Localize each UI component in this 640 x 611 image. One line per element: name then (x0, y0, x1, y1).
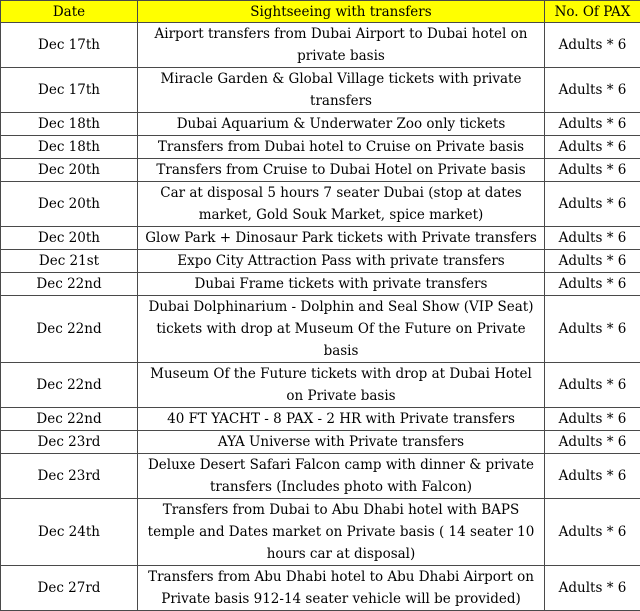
date-cell: Dec 24th (1, 499, 138, 566)
table-row (1, 136, 640, 159)
pax-cell: Adults * 6 (545, 408, 640, 431)
description-cell: Transfers from Cruise to Dubai Hotel on Private basis (138, 159, 545, 182)
table-row (1, 250, 640, 273)
date-cell: Dec 18th (1, 113, 138, 136)
pax-cell: Adults * 6 (545, 273, 640, 296)
pax-cell: Adults * 6 (545, 296, 640, 363)
table-row (1, 273, 640, 296)
description-cell: Dubai Frame tickets with private transfers (138, 273, 545, 296)
description-cell: Car at disposal 5 hours 7 seater Dubai (stop at dates market, Gold Souk Market, spice market) (138, 182, 545, 227)
table-row (1, 296, 640, 363)
table-row (1, 408, 640, 431)
description-cell: Museum Of the Future tickets with drop at Dubai Hotel on Private basis (138, 363, 545, 408)
table-row (1, 113, 640, 136)
table-row (1, 227, 640, 250)
header-pax: No. Of PAX (545, 1, 640, 23)
header-sightseeing: Sightseeing with transfers (138, 1, 545, 23)
date-cell: Dec 17th (1, 68, 138, 113)
pax-cell: Adults * 6 (545, 566, 640, 611)
date-cell: Dec 23rd (1, 431, 138, 454)
description-cell: 40 FT YACHT - 8 PAX - 2 HR with Private transfers (138, 408, 545, 431)
date-cell: Dec 27rd (1, 566, 138, 611)
description-cell: Transfers from Dubai hotel to Cruise on Private basis (138, 136, 545, 159)
date-cell: Dec 20th (1, 182, 138, 227)
description-cell: Deluxe Desert Safari Falcon camp with dinner & private transfers (Includes photo with Falcon) (138, 454, 545, 499)
pax-cell: Adults * 6 (545, 113, 640, 136)
date-cell: Dec 21st (1, 250, 138, 273)
description-cell: Transfers from Dubai to Abu Dhabi hotel with BAPS temple and Dates market on Private basis ( 14 seater 10 hours car at disposal) (138, 499, 545, 566)
header-date: Date (1, 1, 138, 23)
table-row (1, 182, 640, 227)
date-cell: Dec 22nd (1, 408, 138, 431)
table-row (1, 68, 640, 113)
pax-cell: Adults * 6 (545, 182, 640, 227)
pax-cell: Adults * 6 (545, 159, 640, 182)
table-row (1, 431, 640, 454)
description-cell: Miracle Garden & Global Village tickets with private transfers (138, 68, 545, 113)
description-cell: Dubai Dolphinarium - Dolphin and Seal Show (VIP Seat) tickets with drop at Museum Of the Future on Private basis (138, 296, 545, 363)
table-row (1, 363, 640, 408)
pax-cell: Adults * 6 (545, 68, 640, 113)
pax-cell: Adults * 6 (545, 136, 640, 159)
table-row (1, 566, 640, 611)
pax-cell: Adults * 6 (545, 363, 640, 408)
table-row (1, 454, 640, 499)
date-cell: Dec 22nd (1, 296, 138, 363)
header-row (1, 1, 640, 23)
description-cell: Glow Park + Dinosaur Park tickets with Private transfers (138, 227, 545, 250)
description-cell: Expo City Attraction Pass with private transfers (138, 250, 545, 273)
pax-cell: Adults * 6 (545, 23, 640, 68)
table-row (1, 159, 640, 182)
pax-cell: Adults * 6 (545, 250, 640, 273)
description-cell: Dubai Aquarium & Underwater Zoo only tickets (138, 113, 545, 136)
date-cell: Dec 22nd (1, 273, 138, 296)
pax-cell: Adults * 6 (545, 499, 640, 566)
description-cell: Transfers from Abu Dhabi hotel to Abu Dhabi Airport on Private basis 912-14 seater vehicle will be provided) (138, 566, 545, 611)
date-cell: Dec 17th (1, 23, 138, 68)
pax-cell: Adults * 6 (545, 431, 640, 454)
date-cell: Dec 20th (1, 227, 138, 250)
date-cell: Dec 20th (1, 159, 138, 182)
table-row (1, 23, 640, 68)
date-cell: Dec 22nd (1, 363, 138, 408)
table-row (1, 499, 640, 566)
pax-cell: Adults * 6 (545, 227, 640, 250)
date-cell: Dec 18th (1, 136, 138, 159)
description-cell: AYA Universe with Private transfers (138, 431, 545, 454)
pax-cell: Adults * 6 (545, 454, 640, 499)
description-cell: Airport transfers from Dubai Airport to Dubai hotel on private basis (138, 23, 545, 68)
date-cell: Dec 23rd (1, 454, 138, 499)
